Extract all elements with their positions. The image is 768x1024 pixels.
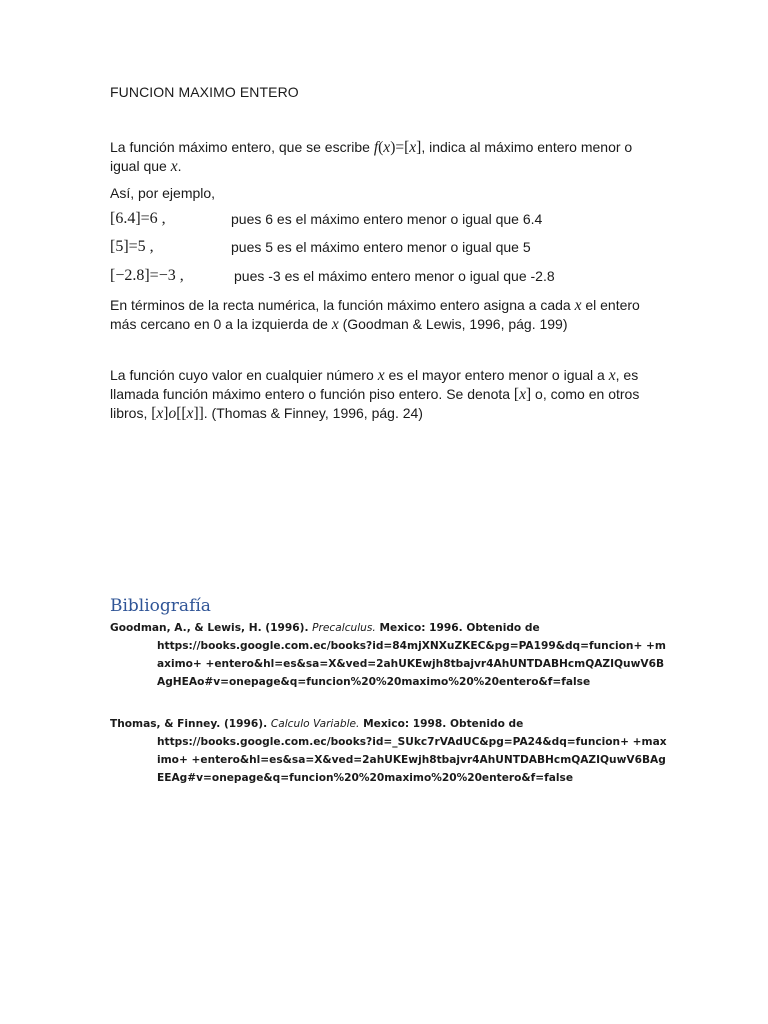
bib-book-title: Precalculus. xyxy=(312,622,376,634)
piso-text-4: o, como en otros libros, xyxy=(110,386,640,421)
floor-bracket-notation: [x] xyxy=(513,386,532,403)
bib-publisher: Mexico: 1996. Obtenido de xyxy=(375,622,540,634)
bibliography-entry xyxy=(110,715,670,787)
floor-paragraph xyxy=(110,366,658,423)
bib-authors: Goodman, A., & Lewis, H. (1996). xyxy=(110,622,313,634)
piso-text-1: La función cuyo valor en cualquier número xyxy=(110,367,378,383)
intro-text-middle: , indica al máximo entero menor o igual que xyxy=(110,139,633,174)
example-lead: Así, por ejemplo, xyxy=(110,185,216,201)
piso-var-x-2: x xyxy=(608,367,616,384)
example-expression: [6.4]=6 , xyxy=(110,210,166,227)
example-explanation: pues 5 es el máximo entero menor o igual que 5 xyxy=(231,239,531,255)
piso-text-2: es el mayor entero menor o igual a xyxy=(384,367,609,383)
piso-citation: . (Thomas & Finney, 1996, pág. 24) xyxy=(203,405,423,421)
piso-text-3: , es llamada función máximo entero o función piso entero. Se denota xyxy=(110,367,639,402)
floor-function-notation: f(x)=[x] xyxy=(373,139,422,156)
intro-var-x: x xyxy=(170,158,178,175)
bibliography-entry xyxy=(110,619,670,691)
bib-url-link[interactable]: https://books.google.com.ec/books?id=_SUkc7rVAdUC&pg=PA24&dq=funcion+ +maximo+ +entero&hl=es&sa=X&ved=2ahUKEwjh8tbajvr4AhUNTDABHcmQAZIQuwV6BAgEEAg#v=onepage&q=funcion%20%20maximo%20%20entero&f=false xyxy=(157,736,667,784)
recta-var-x: x xyxy=(574,297,582,314)
bib-publisher: Mexico: 1998. Obtenido de xyxy=(359,718,524,730)
number-line-paragraph xyxy=(110,296,658,334)
example-expression: [−2.8]=−3 , xyxy=(110,267,184,284)
example-explanation: pues 6 es el máximo entero menor o igual que 6.4 xyxy=(231,211,543,227)
intro-text-end: . xyxy=(177,158,182,174)
bib-authors: Thomas, & Finney. (1996). xyxy=(110,718,271,730)
intro-text-start: La función máximo entero, que se escribe xyxy=(110,139,374,155)
bib-url-link[interactable]: https://books.google.com.ec/books?id=84mjXNXuZKEC&pg=PA199&dq=funcion+ +maximo+ +entero&hl=es&sa=X&ved=2ahUKEwjh8tbajvr4AhUNTDABHcmQAZIQuwV6BAgHEAo#v=onepage&q=funcion%20%20maximo%20%20entero&f=false xyxy=(157,640,666,688)
recta-citation: (Goodman & Lewis, 1996, pág. 199) xyxy=(338,316,568,332)
example-explanation: pues -3 es el máximo entero menor o igual que -2.8 xyxy=(234,268,555,284)
bibliography-title: Bibliografía xyxy=(110,596,211,616)
intro-paragraph xyxy=(110,138,658,176)
piso-var-x: x xyxy=(377,367,385,384)
recta-text-2: el entero más cercano en 0 a la izquierda de xyxy=(110,297,640,332)
recta-var-x-2: x xyxy=(331,316,339,333)
example-expression: [5]=5 , xyxy=(110,238,154,255)
recta-text-1: En términos de la recta numérica, la función máximo entero asigna a cada xyxy=(110,297,575,313)
document-heading: FUNCION MAXIMO ENTERO xyxy=(110,84,299,100)
alt-floor-notation: [x]o[[x]] xyxy=(151,405,204,422)
bib-book-title: Calculo Variable. xyxy=(270,718,360,730)
